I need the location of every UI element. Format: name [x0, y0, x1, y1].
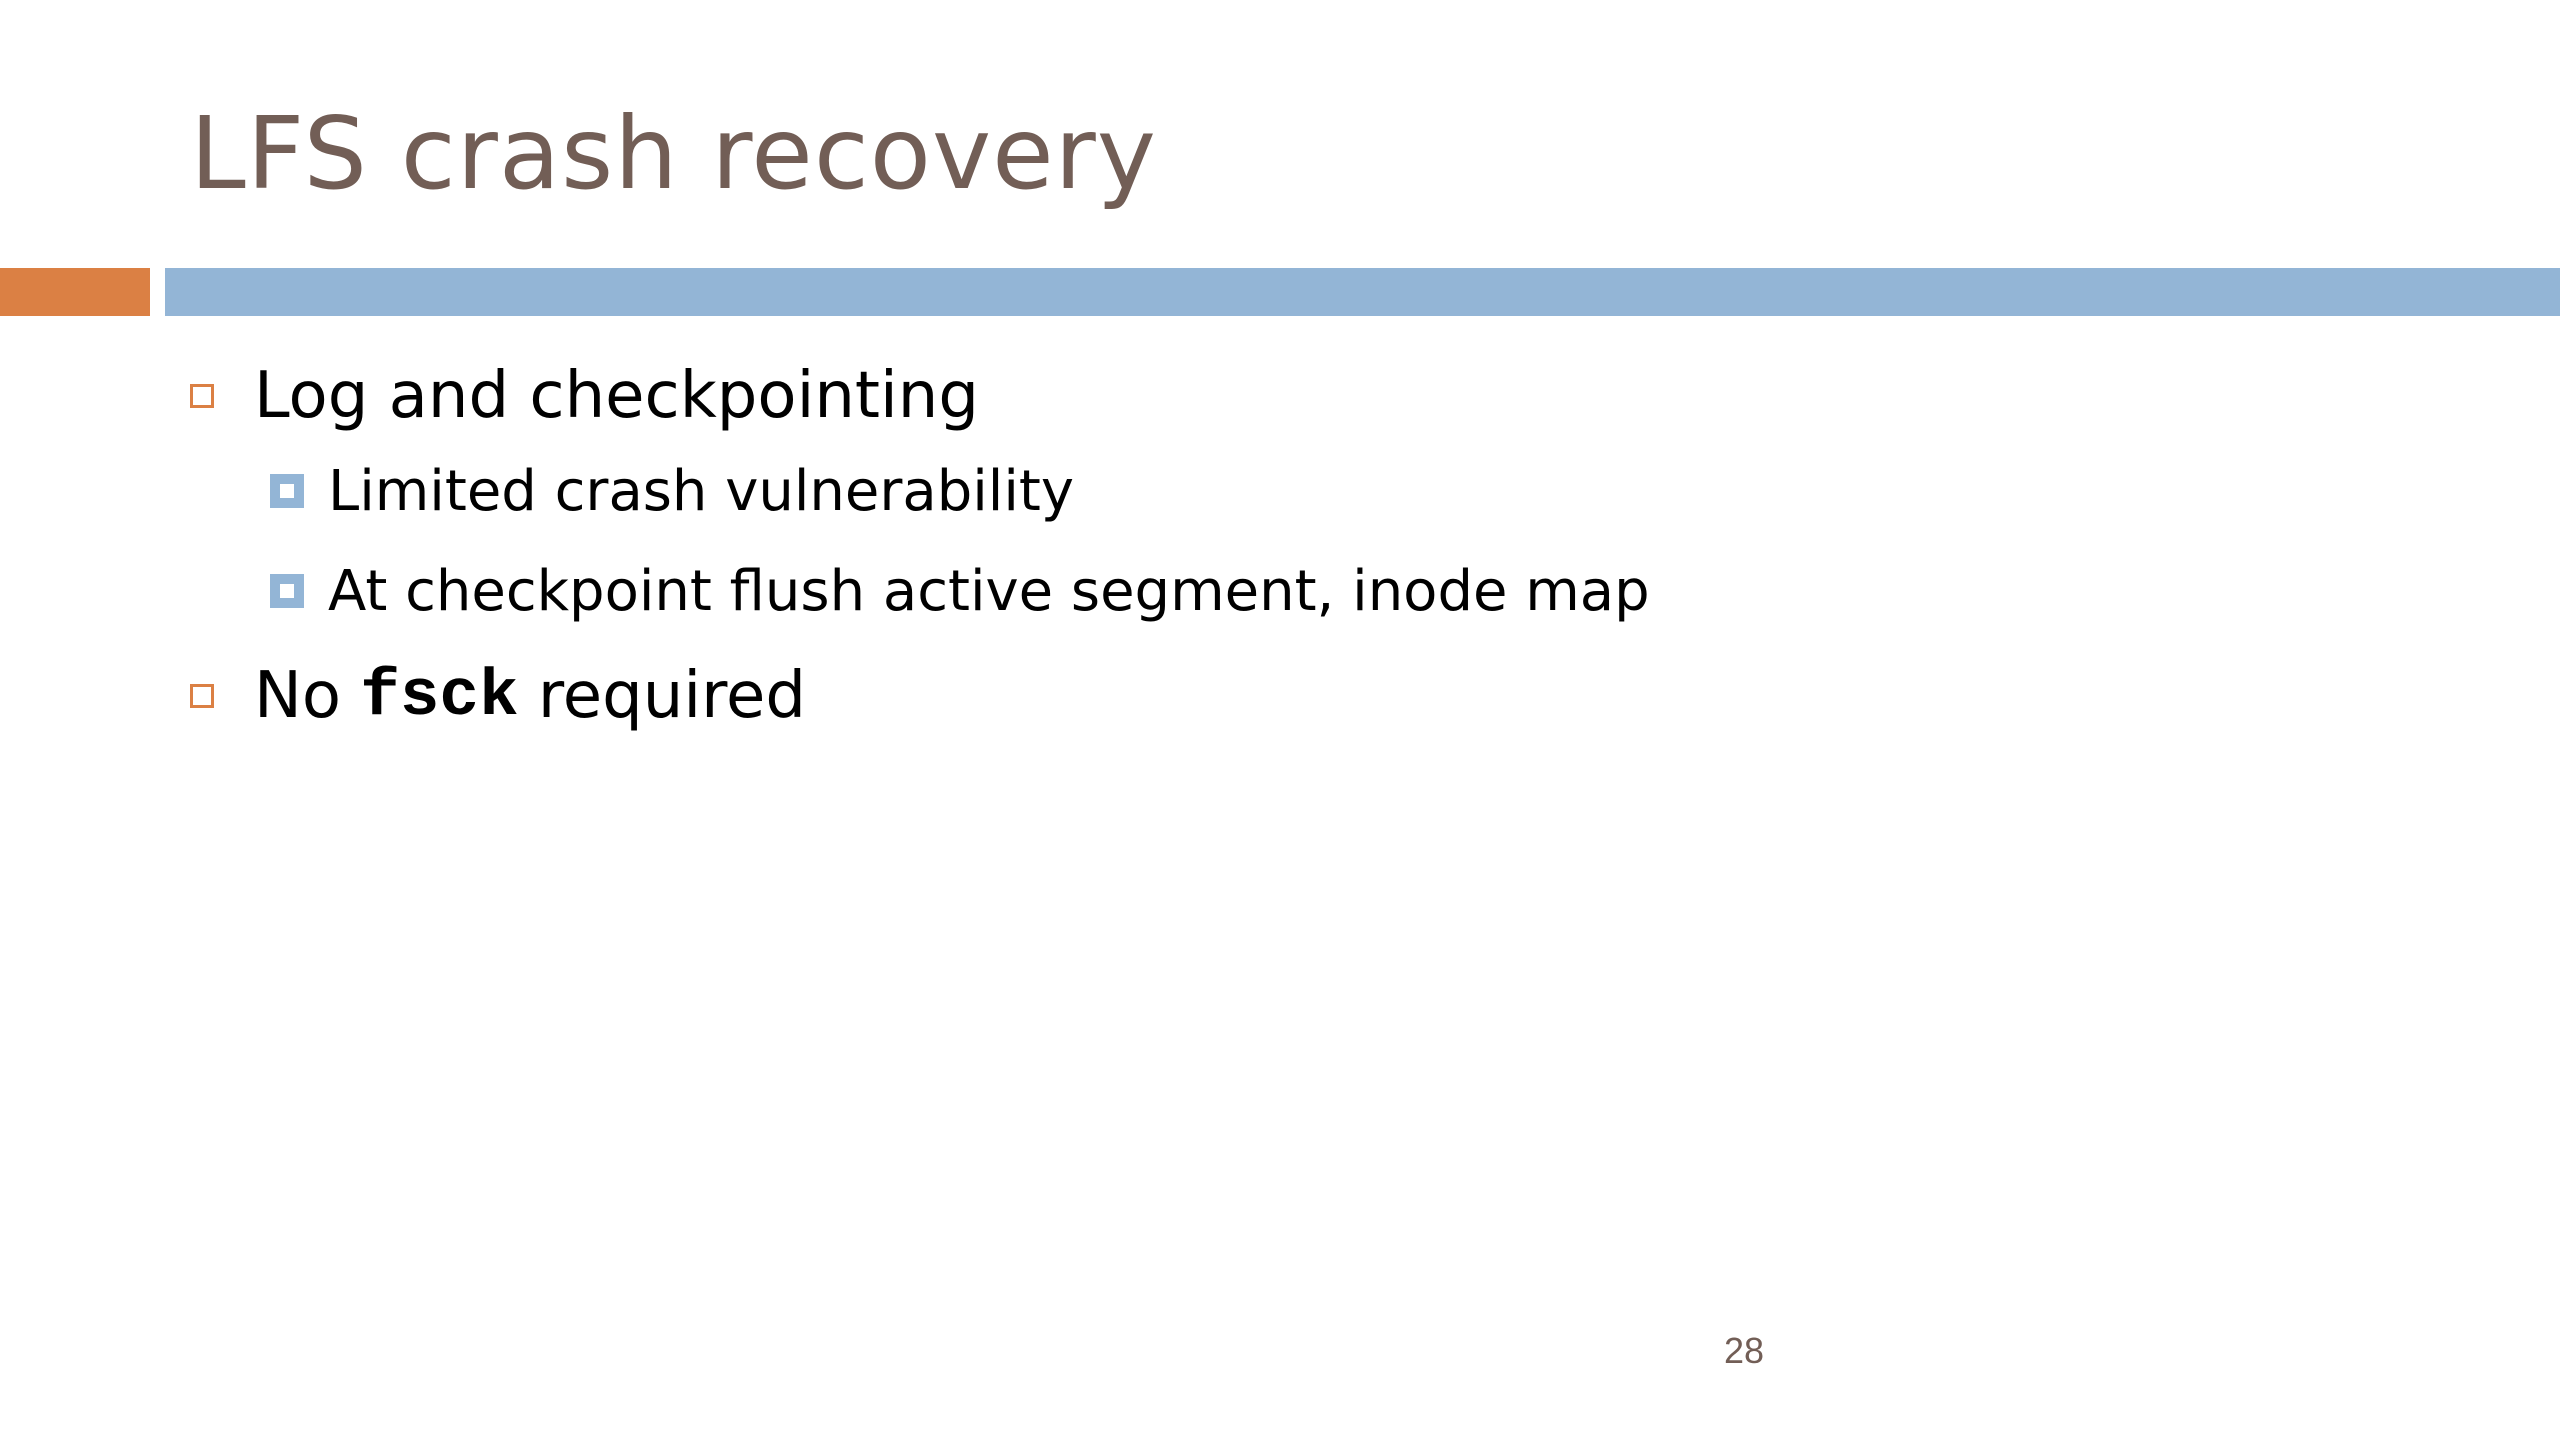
bullet-text: Limited crash vulnerability: [328, 458, 1075, 524]
slide-title: LFS crash recovery: [190, 95, 1157, 212]
bullet-text: Log and checkpointing: [254, 359, 979, 433]
bullet-text-suffix: required: [537, 659, 806, 733]
code-term: fsck: [360, 658, 519, 734]
filled-square-bullet-icon: [270, 474, 304, 508]
accent-bar: [0, 268, 150, 316]
list-item: [190, 655, 2390, 737]
title-divider-bar: [165, 268, 2560, 316]
page-number: 28: [1724, 1330, 1765, 1371]
list-item: [270, 455, 2390, 527]
square-bullet-icon: [190, 684, 214, 708]
list-item: [190, 355, 2390, 437]
list-item: [270, 555, 2390, 627]
square-bullet-icon: [190, 384, 214, 408]
bullet-list: [190, 355, 2390, 755]
bullet-text-prefix: No: [254, 659, 342, 733]
filled-square-bullet-icon: [270, 574, 304, 608]
bullet-text: At checkpoint flush active segment, inode map: [328, 558, 1650, 624]
